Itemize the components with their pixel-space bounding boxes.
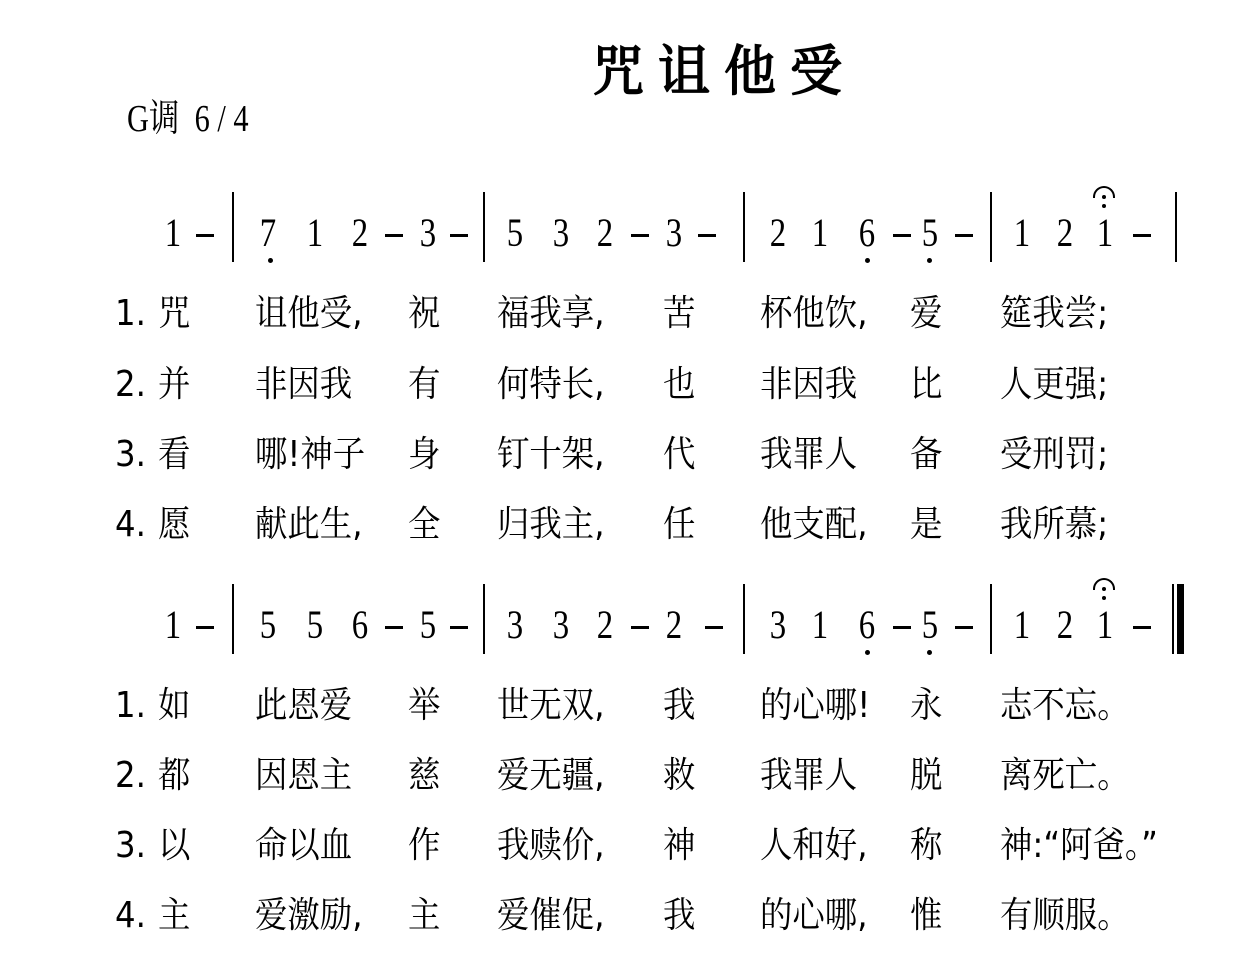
lyric-text: 爱催促, xyxy=(497,895,605,936)
verse-number: 4. xyxy=(115,504,146,545)
note: 5 xyxy=(921,210,939,255)
bar-line xyxy=(483,584,485,654)
high-octave-dot xyxy=(1102,204,1106,208)
verse-number: 3. xyxy=(115,434,146,475)
dash xyxy=(385,234,403,237)
lyric-text: 称 xyxy=(910,825,943,866)
lyric-text: 脱 xyxy=(910,755,943,796)
lyric-text: 我罪人 xyxy=(760,755,858,796)
lyric-text: 的心哪! xyxy=(760,685,871,726)
lyric-text: 我 xyxy=(663,685,696,726)
note: 2 xyxy=(596,210,614,255)
note: 3 xyxy=(552,210,570,255)
note: 3 xyxy=(506,602,524,647)
lyric-text: 哪!神子 xyxy=(255,434,366,475)
low-octave-dot xyxy=(268,258,273,263)
lyric-text: 主 xyxy=(408,895,441,936)
verse-number: 2. xyxy=(115,755,146,796)
note: 1 xyxy=(164,602,182,647)
lyric-text: 主 xyxy=(158,895,191,936)
lyric-text: 慈 xyxy=(408,755,441,796)
note: 5 xyxy=(506,210,524,255)
lyric-text: 比 xyxy=(910,364,943,405)
lyric-text: 他支配, xyxy=(760,504,868,545)
lyric-text: 我 xyxy=(663,895,696,936)
lyric-text: 杯他饮, xyxy=(760,293,868,334)
note: 2 xyxy=(1056,602,1074,647)
lyric-text: 备 xyxy=(910,434,943,475)
lyric-text: 世无双, xyxy=(497,685,605,726)
lyric-text: 我罪人 xyxy=(760,434,858,475)
lyric-text: 爱无疆, xyxy=(497,755,605,796)
lyric-text: 有顺服。 xyxy=(1000,895,1130,936)
lyric-text: 都 xyxy=(158,755,191,796)
lyric-text: 以 xyxy=(158,825,191,866)
note: 6 xyxy=(858,602,876,647)
note: 3 xyxy=(665,210,683,255)
bar-line xyxy=(990,584,992,654)
lyric-text: 志不忘。 xyxy=(1000,685,1130,726)
fermata-dot xyxy=(1102,587,1106,591)
bar-line xyxy=(743,192,745,262)
verse-number: 1. xyxy=(115,293,146,334)
bar-line xyxy=(232,584,234,654)
note: 5 xyxy=(921,602,939,647)
lyric-text: 祝 xyxy=(408,293,441,334)
dash xyxy=(196,234,214,237)
dash xyxy=(893,234,911,237)
verse-number: 1. xyxy=(115,685,146,726)
lyric-text: 苦 xyxy=(663,293,696,334)
lyric-text: 咒 xyxy=(158,293,191,334)
low-octave-dot xyxy=(865,258,870,263)
dash xyxy=(1133,234,1151,237)
lyric-text: 救 xyxy=(663,755,696,796)
verse-number: 3. xyxy=(115,825,146,866)
lyric-text: 神 xyxy=(663,825,696,866)
lyric-text: 诅他受, xyxy=(255,293,363,334)
lyric-text: 惟 xyxy=(910,895,943,936)
note: 3 xyxy=(769,602,787,647)
lyric-text: 神:“阿爸。” xyxy=(1000,825,1158,866)
lyric-text: 筵我尝; xyxy=(1000,293,1109,334)
lyric-text: 代 xyxy=(663,434,696,475)
note: 1 xyxy=(1096,602,1114,647)
dash xyxy=(955,626,973,629)
note: 2 xyxy=(351,210,369,255)
verse-number: 4. xyxy=(115,895,146,936)
note: 6 xyxy=(858,210,876,255)
song-title: 咒诅他受 xyxy=(592,40,857,104)
note: 1 xyxy=(1013,602,1031,647)
lyric-text: 我赎价, xyxy=(497,825,605,866)
note: 1 xyxy=(811,210,829,255)
note: 2 xyxy=(1056,210,1074,255)
lyric-text: 爱激励, xyxy=(255,895,363,936)
note: 1 xyxy=(811,602,829,647)
note: 2 xyxy=(596,602,614,647)
final-bar-thick xyxy=(1177,584,1184,654)
lyric-text: 全 xyxy=(408,504,441,545)
dash xyxy=(631,234,649,237)
bar-line xyxy=(232,192,234,262)
time-signature: 6 / 4 xyxy=(194,98,249,140)
note: 2 xyxy=(769,210,787,255)
verse-number: 2. xyxy=(115,364,146,405)
lyric-text: 献此生, xyxy=(255,504,363,545)
lyric-text: 何特长, xyxy=(497,364,605,405)
note: 1 xyxy=(1096,210,1114,255)
lyric-text: 离死亡。 xyxy=(1000,755,1130,796)
note: 3 xyxy=(419,210,437,255)
high-octave-dot xyxy=(1102,596,1106,600)
dash xyxy=(450,234,468,237)
low-octave-dot xyxy=(927,258,932,263)
lyric-text: 受刑罚; xyxy=(1000,434,1109,475)
lyric-text: 永 xyxy=(910,685,943,726)
lyric-text: 是 xyxy=(910,504,943,545)
lyric-text: 钉十架, xyxy=(497,434,605,475)
dash xyxy=(955,234,973,237)
note: 1 xyxy=(1013,210,1031,255)
note: 5 xyxy=(259,602,277,647)
note: 5 xyxy=(419,602,437,647)
final-bar-thin xyxy=(1172,584,1174,654)
note: 1 xyxy=(164,210,182,255)
bar-line xyxy=(1175,192,1177,262)
note: 7 xyxy=(259,210,277,255)
lyric-text: 非因我 xyxy=(760,364,858,405)
bar-line xyxy=(483,192,485,262)
bar-line xyxy=(743,584,745,654)
fermata-dot xyxy=(1102,195,1106,199)
lyric-text: 举 xyxy=(408,685,441,726)
key-time-signature xyxy=(127,100,249,138)
lyric-text: 非因我 xyxy=(255,364,353,405)
lyric-text: 并 xyxy=(158,364,191,405)
lyric-text: 人和好, xyxy=(760,825,868,866)
lyric-text: 福我享, xyxy=(497,293,605,334)
note: 6 xyxy=(351,602,369,647)
note: 1 xyxy=(306,210,324,255)
lyric-text: 命以血 xyxy=(255,825,353,866)
lyric-text: 的心哪, xyxy=(760,895,868,936)
lyric-text: 愿 xyxy=(158,504,191,545)
dash xyxy=(196,626,214,629)
dash xyxy=(385,626,403,629)
key-signature: G调 xyxy=(127,98,180,140)
lyric-text: 爱 xyxy=(910,293,943,334)
lyric-text: 作 xyxy=(408,825,441,866)
bar-line xyxy=(990,192,992,262)
lyric-text: 因恩主 xyxy=(255,755,353,796)
lyric-text: 人更强; xyxy=(1000,364,1109,405)
lyric-text: 如 xyxy=(158,685,191,726)
lyric-text: 归我主, xyxy=(497,504,605,545)
note: 5 xyxy=(306,602,324,647)
lyric-text: 此恩爱 xyxy=(255,685,353,726)
note: 3 xyxy=(552,602,570,647)
lyric-text: 也 xyxy=(663,364,696,405)
lyric-text: 有 xyxy=(408,364,441,405)
dash xyxy=(698,234,716,237)
low-octave-dot xyxy=(865,650,870,655)
lyric-text: 任 xyxy=(663,504,696,545)
lyric-text: 我所慕; xyxy=(1000,504,1109,545)
low-octave-dot xyxy=(927,650,932,655)
dash xyxy=(450,626,468,629)
dash xyxy=(1133,626,1151,629)
dash xyxy=(631,626,649,629)
dash xyxy=(893,626,911,629)
lyric-text: 看 xyxy=(158,434,191,475)
lyric-text: 身 xyxy=(408,434,441,475)
note: 2 xyxy=(665,602,683,647)
dash xyxy=(705,626,723,629)
